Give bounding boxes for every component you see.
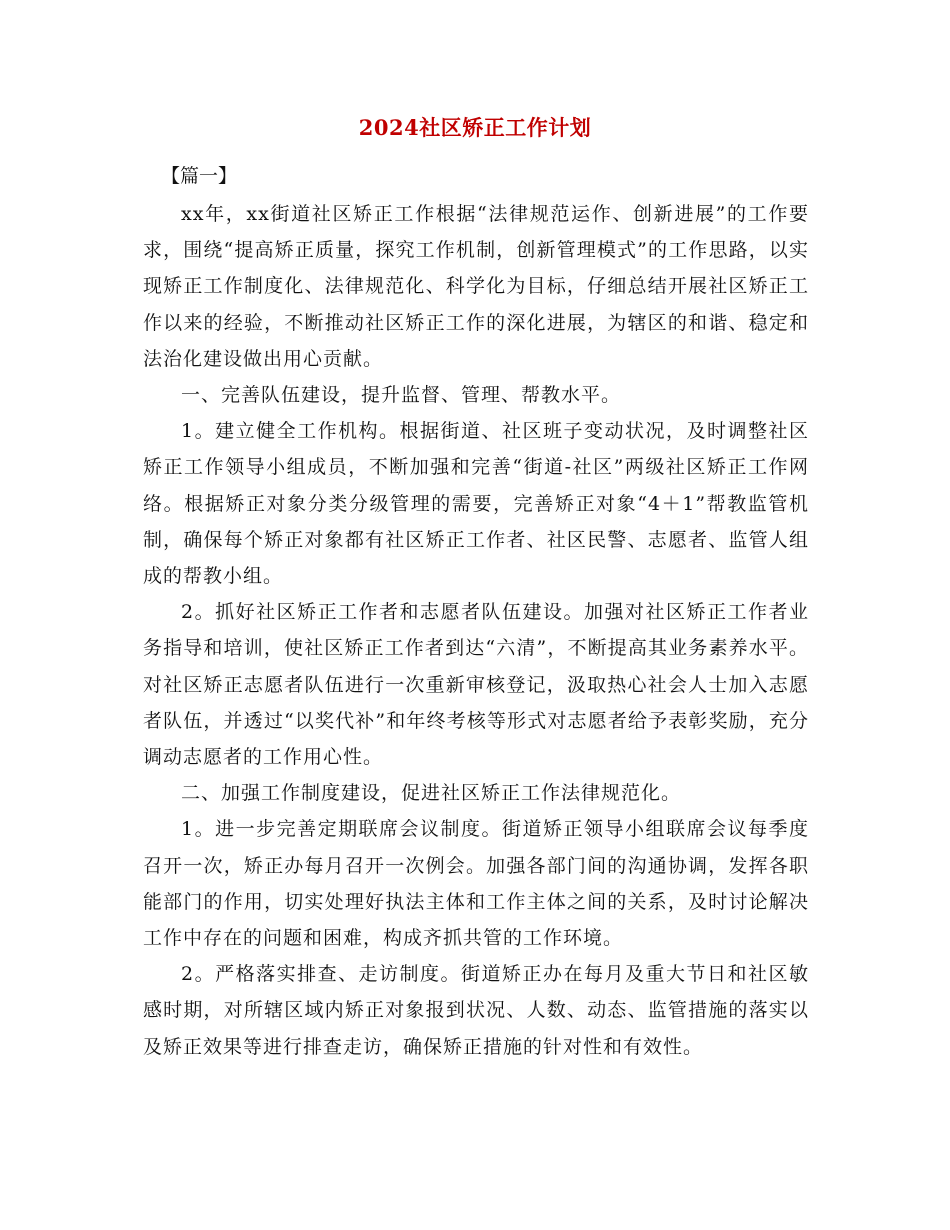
paragraph-2-1: 1。进一步完善定期联席会议制度。街道矫正领导小组联席会议每季度召开一次，矫正办每月召开一次例会。加强各部门间的沟通协调，发挥各职能部门的作用，切实处理好执法主体和工作主体之间的关系，及时讨论解决工作中存在的问题和困难，构成齐抓共管的工作环境。 xyxy=(143,818,809,950)
heading-one: 一、完善队伍建设，提升监督、管理、帮教水平。 xyxy=(181,384,622,407)
paragraph-2-2: 2。严格落实排查、走访制度。街道矫正办在每月及重大节日和社区敏感时期，对所辖区域内矫正对象报到状况、人数、动态、监管措施的落实以及矫正效果等进行排查走访，确保矫正措施的针对性和有效性。 xyxy=(143,963,809,1058)
heading-two: 二、加强工作制度建设，促进社区矫正工作法律规范化。 xyxy=(181,782,682,805)
paragraph-1-2: 2。抓好社区矫正工作者和志愿者队伍建设。加强对社区矫正工作者业务指导和培训，使社区矫正工作者到达“六清”，不断提高其业务素养水平。对社区矫正志愿者队伍进行一次重新审核登记，汲取热心社会人士加入志愿者队伍，并透过“以奖代补”和年终考核等形式对志愿者给予表彰奖励，充分调动志愿者的工作用心性。 xyxy=(143,601,809,769)
section-label: 【篇一】 xyxy=(161,165,238,187)
document-title: 2024社区矫正工作计划 xyxy=(358,115,592,140)
paragraph-1-1: 1。建立健全工作机构。根据街道、社区班子变动状况，及时调整社区矫正工作领导小组成员，不断加强和完善“街道-社区”两级社区矫正工作网络。根据矫正对象分类分级管理的需要，完善矫正对象“4＋1”帮教监管机制，确保每个矫正对象都有社区矫正工作者、社区民警、志愿者、监管人组成的帮教小组。 xyxy=(143,420,809,588)
document-body xyxy=(143,196,809,1065)
paragraph-intro: xx年，xx街道社区矫正工作根据“法律规范运作、创新进展”的工作要求，围绕“提高矫正质量，探究工作机制，创新管理模式”的工作思路，以实现矫正工作制度化、法律规范化、科学化为目标，仔细总结开展社区矫正工作以来的经验，不断推动社区矫正工作的深化进展，为辖区的和谐、稳定和法治化建设做出用心贡献。 xyxy=(143,203,809,370)
